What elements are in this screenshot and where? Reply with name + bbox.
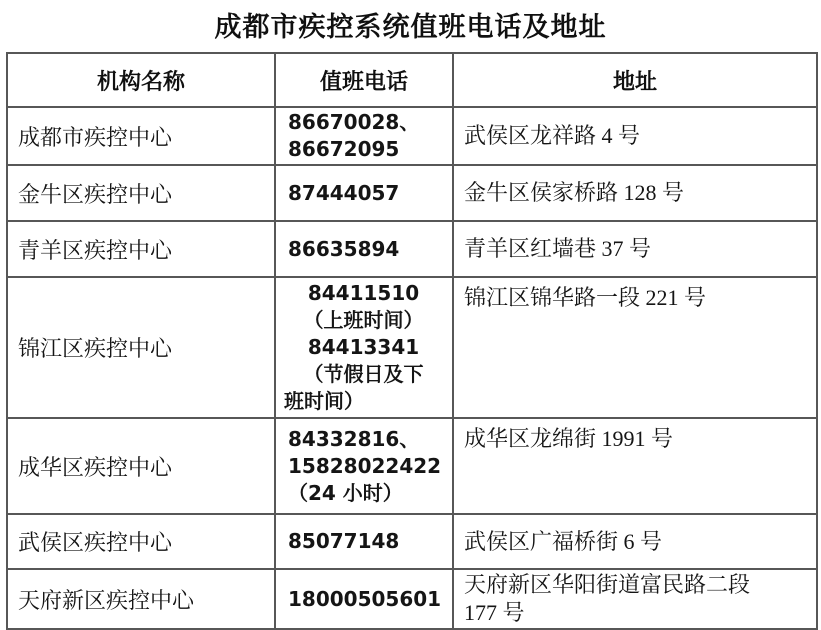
address xyxy=(453,165,817,221)
page-title: 成都市疾控系统值班电话及地址 xyxy=(214,12,607,42)
phone-line: 86670028、 xyxy=(288,110,420,134)
address xyxy=(453,418,817,514)
phone-line: 87444057 xyxy=(288,180,400,205)
address xyxy=(453,221,817,277)
duty-phone-table xyxy=(6,52,818,630)
duty-phone xyxy=(275,418,453,514)
table-row xyxy=(7,165,817,221)
phone-line: （节假日及下 xyxy=(303,362,424,386)
page xyxy=(0,5,821,625)
table-header-row xyxy=(7,53,817,107)
table-row xyxy=(7,277,817,418)
address-line: 锦江区锦华路一段 221 号 xyxy=(464,285,707,310)
phone-line: 15828022422 xyxy=(288,453,442,478)
address xyxy=(453,569,817,629)
duty-phone xyxy=(275,277,453,418)
phone-line: （上班时间） xyxy=(303,308,424,332)
table-row xyxy=(7,569,817,629)
phone-line: （24 小时） xyxy=(288,480,403,505)
table-row xyxy=(7,107,817,165)
col-header-phone: 值班电话 xyxy=(275,53,453,107)
address-line: 武侯区龙祥路 4 号 xyxy=(464,123,641,148)
table-row xyxy=(7,514,817,569)
table-row xyxy=(7,221,817,277)
institution-name: 锦江区疾控中心 xyxy=(7,277,275,418)
address-line: 天府新区华阳街道富民路二段 xyxy=(464,572,751,597)
address xyxy=(453,514,817,569)
address-line: 177 号 xyxy=(464,600,525,625)
phone-line: 84411510 xyxy=(307,281,420,305)
institution-name: 成都市疾控中心 xyxy=(7,107,275,165)
institution-name: 青羊区疾控中心 xyxy=(7,221,275,277)
address xyxy=(453,107,817,165)
phone-line: 86635894 xyxy=(288,236,400,261)
phone-line: 85077148 xyxy=(288,529,400,553)
phone-line: 18000505601 xyxy=(288,586,442,611)
address-line: 成华区龙绵街 1991 号 xyxy=(464,426,674,451)
institution-name: 天府新区疾控中心 xyxy=(7,569,275,629)
institution-name: 武侯区疾控中心 xyxy=(7,514,275,569)
phone-line: 84413341 xyxy=(307,335,420,359)
duty-phone xyxy=(275,569,453,629)
phone-line: 86672095 xyxy=(288,137,400,161)
institution-name: 成华区疾控中心 xyxy=(7,418,275,514)
address-line: 武侯区广福桥街 6 号 xyxy=(464,528,663,554)
col-header-institution: 机构名称 xyxy=(7,53,275,107)
duty-phone xyxy=(275,107,453,165)
duty-phone xyxy=(275,165,453,221)
institution-name: 金牛区疾控中心 xyxy=(7,165,275,221)
address-line: 青羊区红墙巷 37 号 xyxy=(464,236,652,261)
address xyxy=(453,277,817,418)
table-row xyxy=(7,418,817,514)
phone-line: 84332816、 xyxy=(288,426,420,451)
address-line: 金牛区侯家桥路 128 号 xyxy=(464,180,685,205)
duty-phone xyxy=(275,514,453,569)
duty-phone xyxy=(275,221,453,277)
col-header-address: 地址 xyxy=(453,53,817,107)
phone-line: 班时间） xyxy=(284,389,364,413)
